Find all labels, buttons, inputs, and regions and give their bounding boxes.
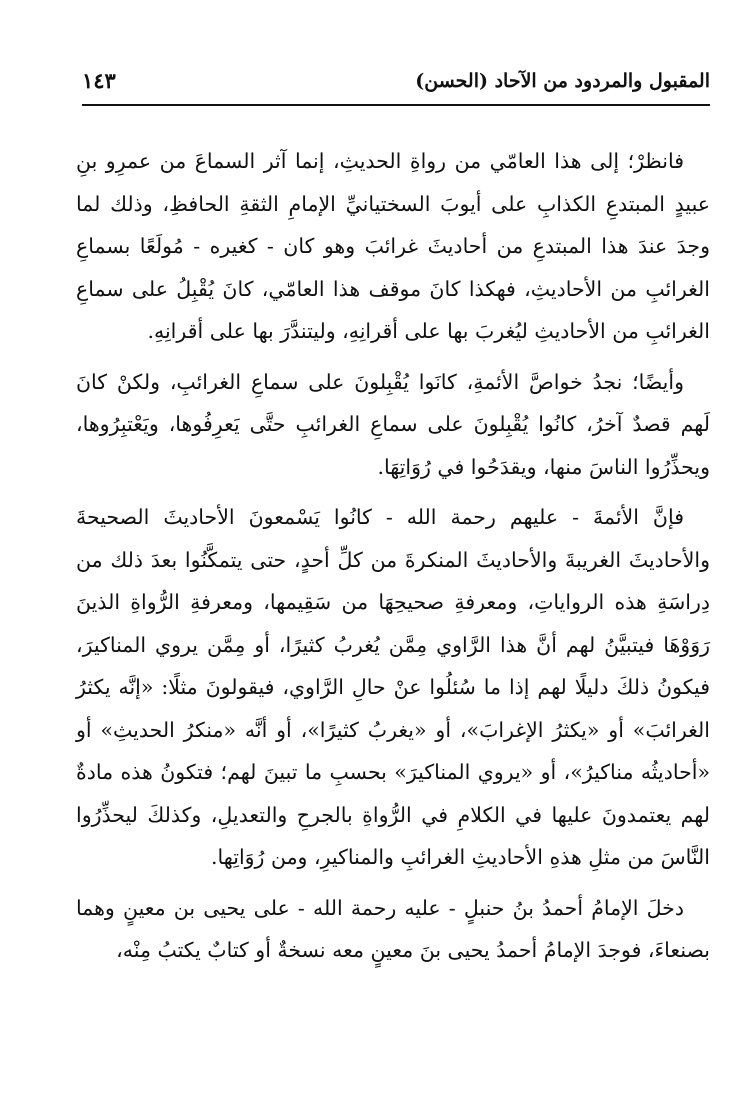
running-title: المقبول والمردود من الآحاد (الحسن) (415, 70, 710, 92)
page-header (82, 66, 710, 100)
paragraph-2: وأيضًا؛ نجدُ خواصَّ الأئمةِ، كانَوا يُقْبِلونَ على سماعِ الغرائبِ، ولكنْ كانَ لَهم قصدٌ آخرُ، كانُوا يُقْبِلونَ على سماعِ الغرائبِ حتَّى يَعرِفُوها، ويَعْتبِرُوها، ويحذِّرُوا الناسَ منها، ويقدَحُوا في رُوَاتِهَا. (76, 369, 710, 479)
paragraph-3: فإنَّ الأئمةَ - عليهم رحمة الله - كانُوا يَسْمعونَ الأحاديثَ الصحيحةَ والأحاديثَ الغريبةَ والأحاديثَ المنكرةَ من كلِّ أحدٍ، حتى يتمكَّنُوا بعدَ ذلك من دِراسَةِ هذه الرواياتِ، ومعرفةِ صحيحِهَا من سَقِيمها، ومعرفةِ الرُّواةِ الذينَ رَوَوْهَا فيتبيَّنُ لهم أنَّ هذا الرَّاوي مِمَّن يُغربُ كثيرًا، أو مِمَّن يروي المناكيرَ، فيكونُ ذلكَ دليلًا لهم إذا ما سُئلُوا عنْ حالِ الرَّاوي، فيقولونَ مثلًا: «إنَّه يكثرُ الغرائبَ» أو «يكثرُ الإغرابَ»، أو «يغربُ كثيرًا»، أو أنَّه «منكرُ الحديثِ» أو «أحاديثُه مناكيرُ»، أو «يروي المناكيرَ» بحسبِ ما تبينَ لهم؛ فتكونُ هذه مادةٌ لهم يعتمدونَ عليها في الكلامِ في الرُّواةِ بالجرحِ والتعديلِ، وكذلكَ ليحذِّرُوا النَّاسَ من مثلِ هذهِ الأحاديثِ الغرائبِ والمناكيرِ، ومن رُوَاتِها. (76, 505, 710, 869)
body-text (76, 140, 710, 972)
page-number: ١٤٣ (82, 68, 116, 93)
paragraph-4: دخلَ الإمامُ أحمدُ بنُ حنبلٍ - عليه رحمة الله - على يحيى بن معينٍ وهما بصنعاءَ، فوجدَ الإمامُ أحمدُ يحيى بنَ معينٍ معه نسخةٌ أو كتابٌ يكتبُ مِنْه، (76, 895, 710, 962)
header-rule (82, 104, 710, 106)
paragraph-1: فانظرْ؛ إلى هذا العامّي من رواةِ الحديثِ، إنما آثر السماعَ من عمرِو بنِ عبيدٍ المبتدعِ الكذابِ على أيوبَ السختيانيِّ الإمامِ الثقةِ الحافظِ، وذلك لما وجدَ عندَ هذا المبتدعِ من أحاديثَ غرائبَ وهو كان - كغيره - مُولَعًا بسماعِ الغرائبِ من الأحاديثِ، فهكذا كانَ موقف هذا العامّي، كانَ يُقْبِلُ على سماعِ الغرائبِ من الأحاديثِ ليُغربَ بها على أقرانِهِ، وليتندَّرَ بها على أقرانِهِ. (76, 149, 710, 343)
